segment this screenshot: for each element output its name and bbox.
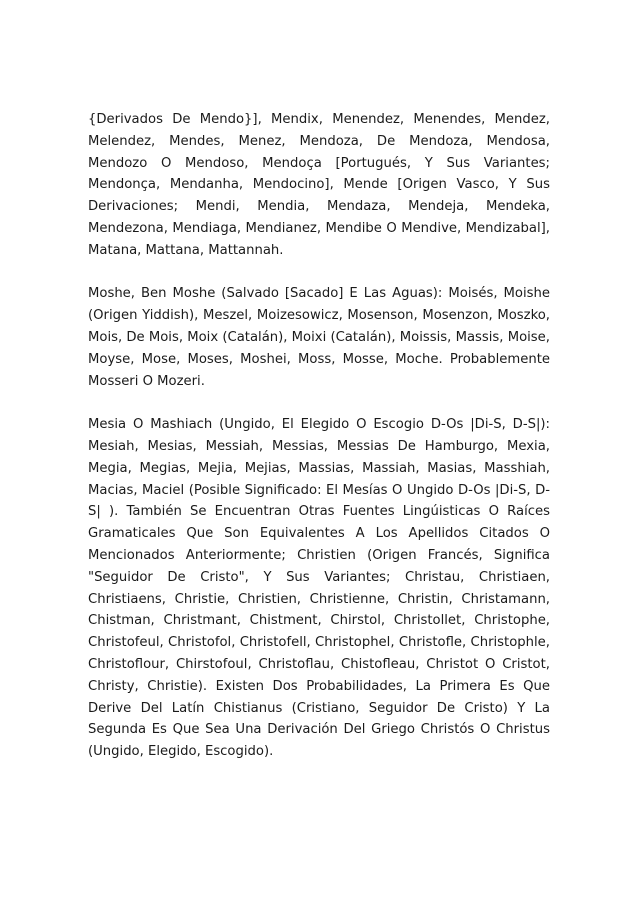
- paragraph-mendo-derivatives: {Derivados De Mendo}], Mendix, Menendez, Menendes, Mendez, Melendez, Mendes, Menez, Mendoza, De Mendoza, Mendosa, Mendozo O Mendoso, Mendoça [Portugués, Y Sus Variantes; Mendonça, Mendanha, Mendocino], Mende [Origen Vasco, Y Sus Derivaciones; Mendi, Mendia, Mendaza, Mendeja, Mendeka, Mendezona, Mendiaga, Mendianez, Mendibe O Mendive, Mendizabal], Matana, Mattana, Mattannah.: [88, 112, 550, 258]
- paragraph-mesia: Mesia O Mashiach (Ungido, El Elegido O Escogio D-Os |Di-S, D-S|): Mesiah, Mesias, Messiah, Messias, Messias De Hamburgo, Mexia, Megia, Megias, Mejia, Mejias, Massias, Massiah, Masias, Masshiah, Macias, Maciel (Posible Significado: El Mesías O Ungido D-Os |Di-S, D-S| ). También Se Encuentran Otras Fuentes Lingúisticas O Raíces Gramaticales Que Son Equivalentes A Los Apellidos Citados O Mencionados Anteriormente; Christien (Origen Francés, Significa "Seguidor De Cristo", Y Sus Variantes; Christau, Christiaen, Christiaens, Christie, Christien, Christienne, Christin, Christamann, Chistman, Christmant, Chistment, Chirstol, Christollet, Christophe, Christofeul, Christofol, Christofell, Christophel, Christofle, Christophle, Christoflour, Chirstofoul, Christoflau, Chistofleau, Christot O Cristot, Christy, Christie). Existen Dos Probabilidades, La Primera Es Que Derive Del Latín Chistianus (Cristiano, Seguidor De Cristo) Y La Segunda Es Que Sea Una Derivación Del Griego Christós O Christus (Ungido, Elegido, Escogido).: [88, 417, 550, 760]
- document-body: [88, 109, 550, 763]
- paragraph-moshe: Moshe, Ben Moshe (Salvado [Sacado] E Las Aguas): Moisés, Moishe (Origen Yiddish), Meszel, Moizesowicz, Mosenson, Mosenzon, Moszko, Mois, De Mois, Moix (Catalán), Moixi (Catalán), Moissis, Massis, Moise, Moyse, Mose, Moses, Moshei, Moss, Mosse, Moche. Probablemente Mosseri O Mozeri.: [88, 286, 550, 389]
